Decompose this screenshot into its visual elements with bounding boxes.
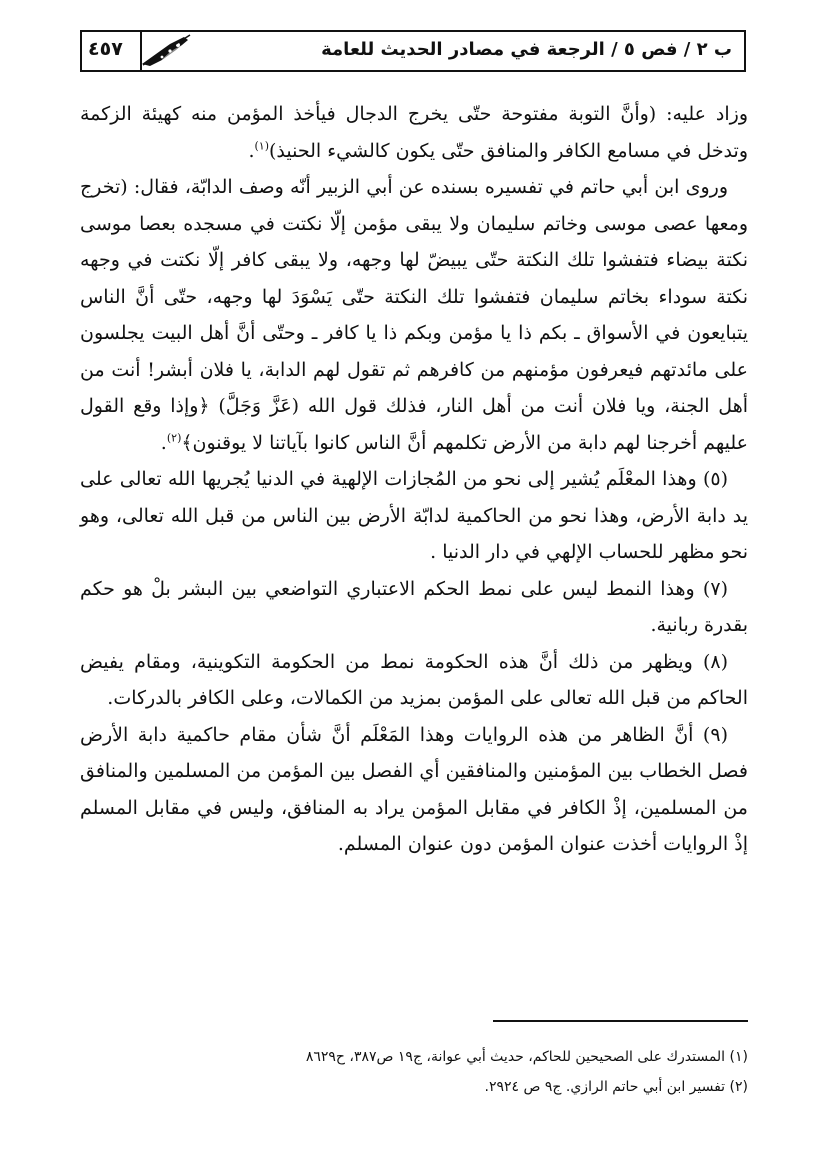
paragraph-4: (٧) وهذا النمط ليس على نمط الحكم الاعتباري التواضعي بين البشر بلْ هو حكم بقدرة ربانية.	[80, 577, 748, 636]
paragraph-5: (٨) ويظهر من ذلك أنَّ هذه الحكومة نمط من الحكومة التكوينية، ومقام يفيض الحاكم من قبل الله تعالى على المؤمن بمزيد من الكمالات، وعلى الكافر بالدركات.	[80, 650, 748, 709]
ornament-icon	[140, 34, 192, 68]
paragraph-1-text: وزاد عليه: (وأنَّ التوبة مفتوحة حتّى يخرج الدجال فيأخذ المؤمن منه كهيئة الزكمة وتدخل في مسامع الكافر والمنافق حتّى يكون كالشيء الحنيذ)	[80, 103, 748, 162]
paragraph-3: (٥) وهذا المعْلَم يُشير إلى نحو من المُجازات الإلهية في الدنيا يُجريها الله تعالى على يد دابة الأرض، وهذا نحو من الحاكمية لدابّة الأرض بين الناس من قبل الله تعالى، وهو نحو مظهر للحساب الإلهي في دار الدنيا .	[80, 468, 748, 563]
footnote-ref-2: (٢)	[166, 431, 182, 445]
paragraph-1	[80, 96, 748, 169]
footnote-1: (١) المستدرك على الصحيحين للحاكم، حديث أبي عوانة، ج١٩ ص٣٨٧، ح٨٦٢٩	[305, 1049, 748, 1065]
footnote-ref-1: (١)	[254, 139, 269, 153]
running-header	[80, 30, 746, 72]
header-title: ب ٢ / فص ٥ / الرجعة في مصادر الحديث للعامة	[321, 39, 732, 60]
footnotes	[80, 1042, 748, 1102]
paragraph-2-text: وروى ابن أبي حاتم في تفسيره بسنده عن أبي الزبير أنّه وصف الدابّة، فقال: (تخرج ومعها عصى موسى وخاتم سليمان ولا يبقى مؤمن إلّا نكتت في مسجده بعصا موسى نكتة بيضاء فتفشوا تلك النكتة حتّى يبيضّ لها وجهه، ولا يبقى كافر إلّا نكتت في وجهه نكتة سوداء بخاتم سليمان فتفشوا تلك النكتة حتّى يَسْوَدَ لها وجهه، حتّى أنَّ الناس يتبايعون في الأسواق ـ بكم ذا يا مؤمن وبكم ذا يا كافر ـ وحتّى أنَّ أهل البيت يجلسون على مائدتهم فيعرفون مؤمنهم من كافرهم ثم تقول لهم الدابة، يا فلان أبشر! أنت من أهل الجنة، ويا فلان أنت من أهل النار، فذلك قول الله (عَزَّ وَجَلَّ) ﴿وإذا وقع القول عليهم أخرجنا لهم دابة من الأرض تكلمهم أنَّ الناس كانوا بآياتنا لا يوقنون﴾	[80, 176, 748, 454]
page-number: ٤٥٧	[88, 38, 123, 60]
paragraph-6: (٩) أنَّ الظاهر من هذه الروايات وهذا المَعْلَم أنَّ شأن مقام حاكمية دابة الأرض فصل الخطاب بين المؤمنين والمنافقين أي الفصل بين المؤمن من المسلمين والمنافق من المسلمين، إذْ الكافر في مقابل المؤمن يراد به المنافق، وليس في مقابل المسلم إذْ الروايات أخذت عنوان المؤمن دون عنوان المسلم.	[80, 723, 748, 855]
paragraph-2	[80, 169, 748, 461]
footnote-divider	[493, 1020, 748, 1022]
body-text	[80, 96, 748, 863]
footnote-2: (٢) تفسير ابن أبي حاتم الرازي. ج٩ ص ٢٩٢٤.	[484, 1079, 748, 1095]
page-number-box	[82, 32, 142, 70]
paragraph-2-end: .	[160, 431, 167, 454]
paragraph-1-end: .	[248, 139, 255, 162]
